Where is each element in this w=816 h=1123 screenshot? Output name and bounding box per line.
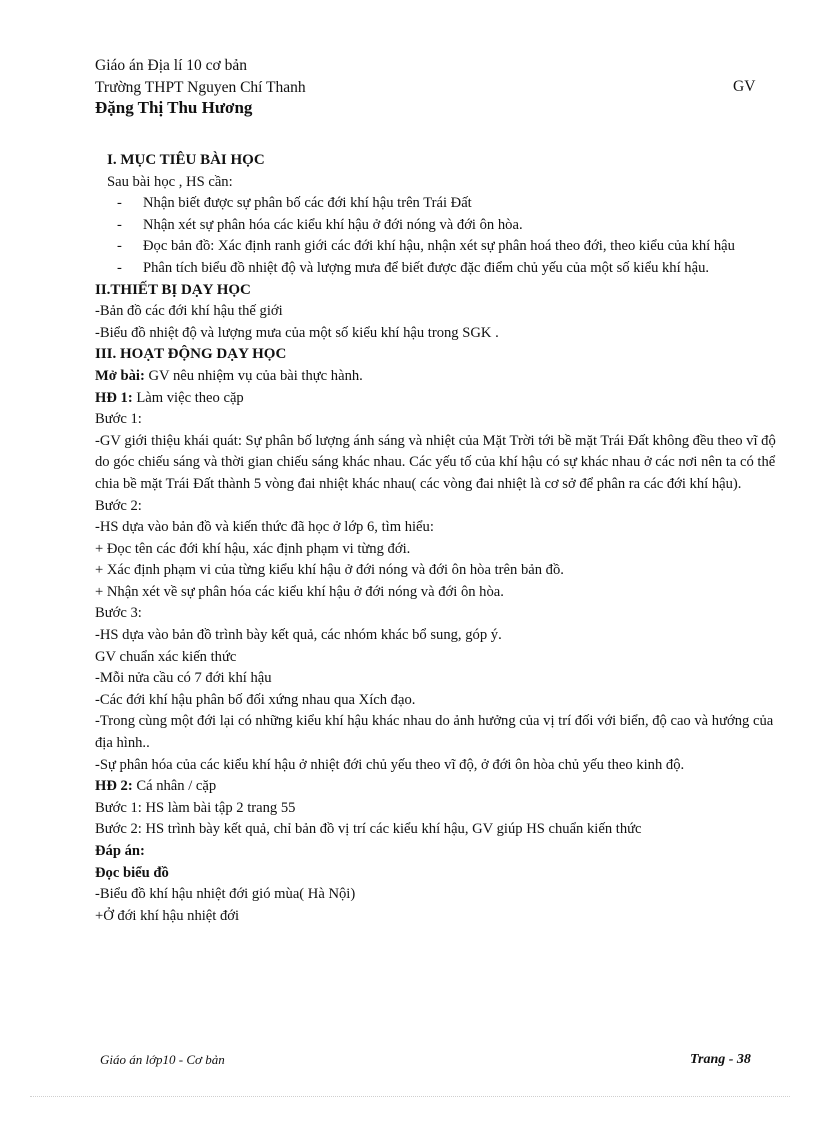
objective-item: - Đọc bản đồ: Xác định ranh giới các đới khí hậu, nhận xét sự phân hoá theo đới, theo kiểu của khí hậu [143,236,785,258]
document-body [95,150,785,927]
equipment-line: -Biểu đồ nhiệt độ và lượng mưa của một số kiểu khí hậu trong SGK . [95,324,499,341]
footer-divider [30,1096,790,1097]
step3-line: -Sự phân hóa của các kiểu khí hậu ở nhiệt đới chủ yếu theo vĩ độ, ở đới ôn hòa chủ yếu theo kinh độ. [95,756,685,773]
read-chart-label: Đọc biểu đồ [95,864,169,881]
step2-label: Bước 2: [95,497,142,514]
footer-page-number: Trang - 38 [690,1052,751,1067]
header-course: Giáo án Địa lí 10 cơ bản [95,57,247,74]
hd2-label: HĐ 2: [95,778,133,795]
section2-title: II.THIẾT BỊ DẠY HỌC [95,281,251,298]
section1-intro: Sau bài học , HS cần: [107,173,233,190]
section3-title: III. HOẠT ĐỘNG DẠY HỌC [95,346,287,363]
activity1-heading [95,388,785,410]
objective-item: - Phân tích biểu đồ nhiệt độ và lượng mưa để biết được đặc điểm chủ yếu của một số kiểu khí hậu. [143,258,785,280]
step1-label: Bước 1: [95,411,142,428]
step1-text: -GV giới thiệu khái quát: Sự phân bố lượng ánh sáng và nhiệt của Mặt Trời tới bề mặt Trái Đất không đều theo vĩ độ do góc chiếu sáng và thời gian chiếu sáng khác nhau. Các yếu tố của khí hậu có sự khác nhau ở các nơi nên ta có thể chia bề mặt Trái Đất thành 5 vòng đai nhiệt khác nhau( các vòng đai nhiệt là cơ sở để phân ra các đới khí hậu). [95,432,776,492]
answer-line: -Biểu đồ khí hậu nhiệt đới gió mùa( Hà Nội) [95,886,356,903]
step3-line: -Trong cùng một đới lại có những kiểu khí hậu khác nhau do ảnh hưởng của vị trí đối với biển, độ cao và hướng của địa hình.. [95,713,774,752]
answer-line: +Ở đới khí hậu nhiệt đới [95,907,240,924]
mobai-label: Mở bài: [95,367,145,384]
activity2-heading [95,776,785,798]
step2-line: + Xác định phạm vi của từng kiểu khí hậu ở đới nóng và đới ôn hòa trên bản đồ. [95,562,564,579]
section1-title: I. MỤC TIÊU BÀI HỌC [107,152,265,168]
objective-item: - Nhận xét sự phân hóa các kiểu khí hậu ở đới nóng và đới ôn hòa. [143,215,785,237]
hd1-label: HĐ 1: [95,389,133,406]
hd2-text: Cá nhân / cặp [132,778,217,795]
intro-paragraph [95,366,785,388]
footer-course: Giáo án lớp10 - Cơ bản [100,1052,225,1067]
step3-line: -HS dựa vào bản đồ trình bày kết quả, các nhóm khác bổ sung, góp ý. [95,627,502,644]
equipment-line: -Bản đồ các đới khí hậu thế giới [95,303,283,320]
mobai-text: GV nêu nhiệm vụ của bài thực hành. [144,367,363,384]
step3-line: GV chuẩn xác kiến thức [95,648,237,665]
step3-line: -Mỗi nửa cầu có 7 đới khí hậu [95,670,272,687]
hd1-text: Làm việc theo cặp [132,389,244,406]
step2-line: + Đọc tên các đới khí hậu, xác định phạm vi từng đới. [95,540,411,557]
header-teacher: Đặng Thị Thu Hương [95,98,253,117]
header-gv: GV [733,78,756,95]
objectives-list [95,193,785,279]
objective-item: - Nhận biết được sự phân bố các đới khí hậu trên Trái Đất [143,193,785,215]
header-school: Trường THPT Nguyen Chí Thanh [95,79,306,96]
step2-line: + Nhận xét về sự phân hóa các kiểu khí hậu ở đới nóng và đới ôn hòa. [95,583,504,600]
step3-label: Bước 3: [95,605,142,622]
answer-label: Đáp án: [95,843,145,859]
activity2-line: Bước 2: HS trình bày kết quả, chỉ bản đồ vị trí các kiểu khí hậu, GV giúp HS chuẩn kiến thức [95,821,642,838]
step3-line: -Các đới khí hậu phân bố đối xứng nhau qua Xích đạo. [95,691,416,708]
step2-line: -HS dựa vào bản đồ và kiến thức đã học ở lớp 6, tìm hiểu: [95,519,434,536]
activity2-line: Bước 1: HS làm bài tập 2 trang 55 [95,799,296,816]
